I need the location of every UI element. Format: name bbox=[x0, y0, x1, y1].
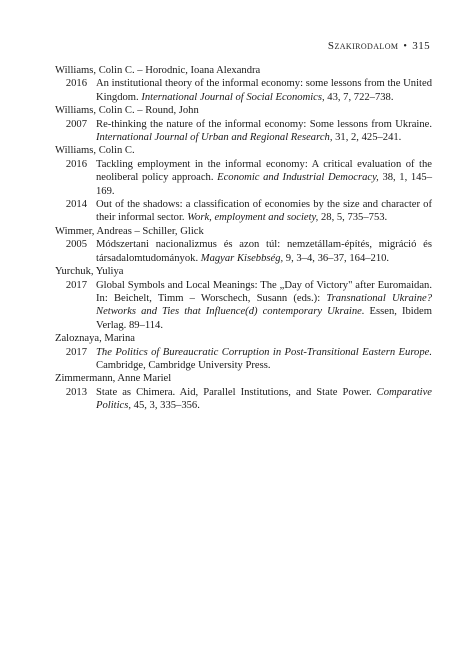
reference-text bbox=[96, 158, 432, 198]
running-head-bullet: • bbox=[403, 41, 408, 52]
reference-year: 2017 bbox=[65, 279, 87, 291]
reference-title: State as Chimera. Aid, Parallel Institutions, and State Power. bbox=[96, 386, 377, 398]
reference-details: 31, 2, 425–241. bbox=[332, 132, 402, 144]
reference-entry bbox=[55, 118, 432, 145]
reference-author: Zaloznaya, Marina bbox=[55, 333, 136, 345]
reference-details: 28, 5, 735–753. bbox=[318, 212, 388, 224]
reference-entry bbox=[55, 77, 432, 104]
reference-source: Magyar Kisebbség, bbox=[200, 252, 284, 264]
reference-title: Módszertani nacionalizmus és azon túl: nemzetállam-építés, migráció és társadalomtudományok. bbox=[96, 239, 432, 264]
reference-year: 2013 bbox=[65, 386, 87, 398]
reference-details: 43, 7, 722–738. bbox=[324, 91, 394, 103]
reference-entry bbox=[55, 158, 432, 198]
reference-list bbox=[55, 64, 432, 413]
reference-entry bbox=[55, 238, 432, 265]
reference-title: Re-thinking the nature of the informal economy: Some lessons from Ukraine. bbox=[96, 118, 432, 130]
reference-text bbox=[96, 346, 432, 373]
reference-text bbox=[96, 118, 432, 145]
reference-source: International Journal of Social Economics, bbox=[141, 91, 325, 103]
running-head-section: Szakirodalom bbox=[327, 40, 399, 52]
reference-source: Work, employment and society, bbox=[187, 212, 319, 224]
reference-text bbox=[96, 279, 432, 333]
page-number: 315 bbox=[412, 40, 430, 52]
reference-year: 2016 bbox=[65, 158, 87, 170]
reference-title: Global Symbols and Local Meanings: The „Day of Victory" after Euromaidan. In: Beichelt, Timm – Worschech, Susann (eds.): bbox=[96, 279, 432, 304]
reference-text bbox=[96, 238, 432, 265]
reference-details: 38, 1, 145–169. bbox=[96, 172, 433, 197]
reference-text bbox=[96, 386, 432, 413]
reference-source: Transnational Ukraine? Networks and Ties that Influence(d) contemporary Ukraine. bbox=[96, 292, 432, 318]
reference-source: Comparative Politics, bbox=[96, 386, 432, 412]
reference-text bbox=[96, 77, 432, 104]
reference-author: Wimmer, Andreas – Schiller, Glick bbox=[55, 225, 204, 237]
reference-author: Williams, Colin C. – Horodnic, Ioana Alexandra bbox=[55, 65, 261, 76]
reference-year: 2014 bbox=[65, 199, 87, 211]
reference-details: 45, 3, 335–356. bbox=[131, 400, 200, 412]
reference-title: Tackling employment in the informal economy: A critical evaluation of the neoliberal policy approach. bbox=[96, 158, 432, 184]
reference-entry bbox=[55, 346, 432, 373]
reference-year: 2007 bbox=[65, 118, 87, 130]
reference-title: An institutional theory of the informal economy: some lessons from the United Kingdom. bbox=[96, 78, 432, 103]
reference-title: Out of the shadows: a classification of economies by the size and character of their informal sector. bbox=[96, 199, 432, 224]
reference-author: Williams, Colin C. bbox=[55, 145, 135, 157]
reference-year: 2005 bbox=[65, 239, 87, 251]
reference-details: Cambridge, Cambridge University Press. bbox=[96, 359, 271, 371]
reference-year: 2017 bbox=[65, 346, 87, 358]
reference-entry bbox=[55, 279, 432, 333]
reference-source: The Politics of Bureaucratic Corruption in Post-Transitional Eastern Europe. bbox=[96, 346, 432, 358]
reference-details: Essen, Ibidem Verlag. 89–114. bbox=[96, 306, 432, 331]
reference-text bbox=[96, 198, 432, 225]
reference-author: Williams, Colin C. – Round, John bbox=[55, 105, 199, 117]
reference-entry bbox=[55, 386, 432, 413]
reference-author: Zimmermann, Anne Mariel bbox=[55, 373, 172, 385]
reference-source: International Journal of Urban and Regional Research, bbox=[96, 132, 333, 144]
reference-author: Yurchuk, Yuliya bbox=[55, 266, 124, 278]
reference-entry bbox=[55, 198, 432, 225]
reference-details: 9, 3–4, 36–37, 164–210. bbox=[283, 252, 390, 264]
reference-year: 2016 bbox=[65, 78, 87, 90]
reference-source: Economic and Industrial Democracy, bbox=[217, 172, 379, 184]
running-head bbox=[328, 40, 430, 52]
